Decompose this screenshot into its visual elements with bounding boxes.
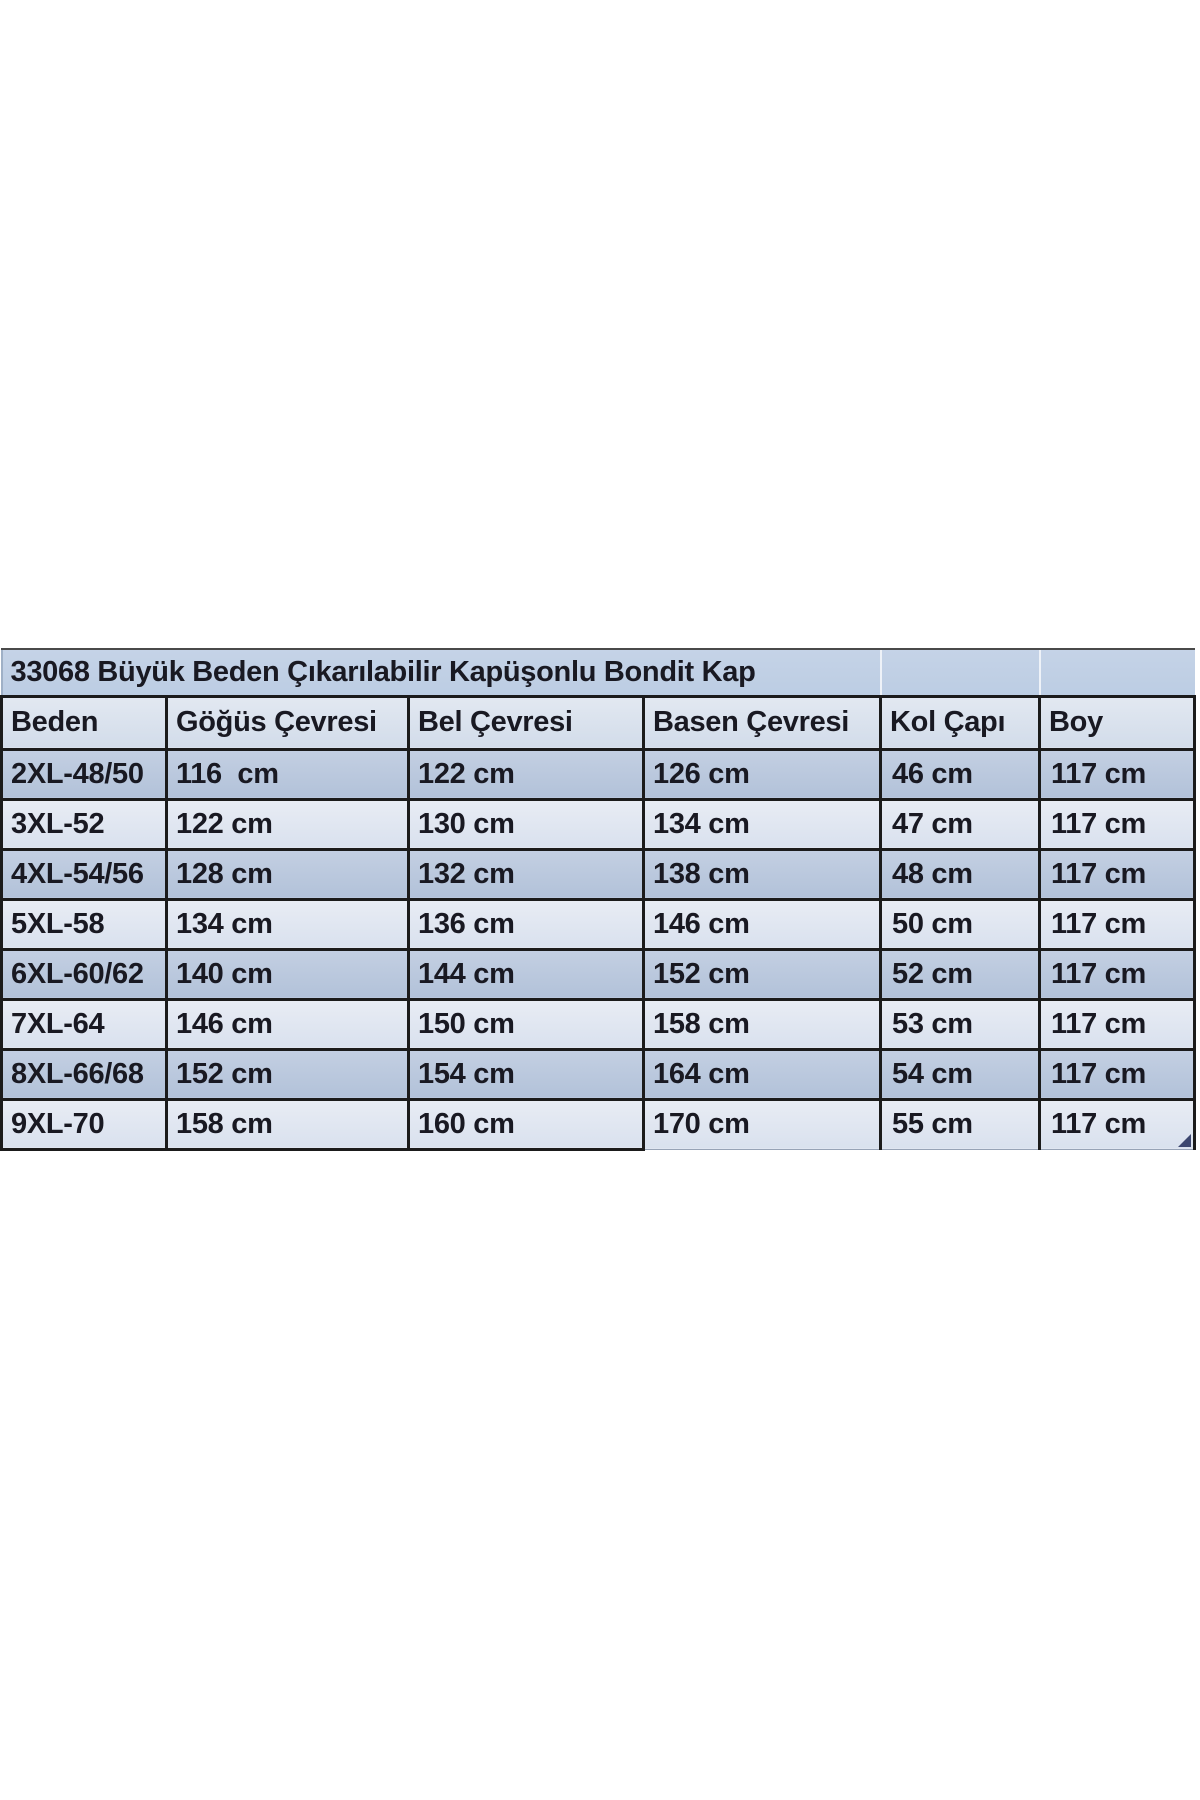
size-cell: 117 cm	[1040, 849, 1195, 899]
column-header-row	[2, 696, 1195, 749]
table-row	[2, 1049, 1195, 1099]
size-cell: 48 cm	[881, 849, 1040, 899]
size-cell: 117 cm	[1040, 799, 1195, 849]
size-cell: 152 cm	[644, 949, 881, 999]
size-cell: 117 cm	[1040, 1049, 1195, 1099]
size-cell: 132 cm	[409, 849, 644, 899]
size-cell: 2XL-48/50	[2, 749, 167, 799]
size-chart	[0, 648, 1196, 1151]
table-row	[2, 749, 1195, 799]
size-cell: 134 cm	[644, 799, 881, 849]
column-header-bel: Bel Çevresi	[409, 696, 644, 749]
size-cell: 117 cm	[1040, 749, 1195, 799]
table-row	[2, 799, 1195, 849]
table-row	[2, 999, 1195, 1049]
size-cell: 150 cm	[409, 999, 644, 1049]
size-cell: 154 cm	[409, 1049, 644, 1099]
column-header-beden: Beden	[2, 696, 167, 749]
size-cell: 122 cm	[409, 749, 644, 799]
size-cell: 47 cm	[881, 799, 1040, 849]
size-cell: 158 cm	[644, 999, 881, 1049]
size-cell: 9XL-70	[2, 1099, 167, 1149]
corner-triangle-icon	[1178, 1134, 1191, 1147]
size-cell: 116 cm	[167, 749, 409, 799]
table-title: 33068 Büyük Beden Çıkarılabilir Kapüşonlu Bondit Kap	[2, 649, 881, 696]
size-chart-table	[0, 648, 1193, 1151]
size-cell: 146 cm	[644, 899, 881, 949]
size-cell: 117 cm	[1040, 1099, 1195, 1149]
size-cell: 6XL-60/62	[2, 949, 167, 999]
table-row	[2, 949, 1195, 999]
table-title-spacer	[881, 649, 1040, 696]
size-cell: 8XL-66/68	[2, 1049, 167, 1099]
size-cell: 7XL-64	[2, 999, 167, 1049]
column-header-boy: Boy	[1040, 696, 1195, 749]
size-cell: 160 cm	[409, 1099, 644, 1149]
size-cell: 3XL-52	[2, 799, 167, 849]
size-cell: 117 cm	[1040, 999, 1195, 1049]
size-cell: 138 cm	[644, 849, 881, 899]
size-cell: 130 cm	[409, 799, 644, 849]
size-cell: 170 cm	[644, 1099, 881, 1149]
size-cell: 158 cm	[167, 1099, 409, 1149]
size-cell: 53 cm	[881, 999, 1040, 1049]
size-cell: 140 cm	[167, 949, 409, 999]
size-cell: 164 cm	[644, 1049, 881, 1099]
size-cell: 126 cm	[644, 749, 881, 799]
table-row	[2, 849, 1195, 899]
column-header-gogus: Göğüs Çevresi	[167, 696, 409, 749]
table-title-spacer	[1040, 649, 1195, 696]
size-cell: 55 cm	[881, 1099, 1040, 1149]
size-cell: 144 cm	[409, 949, 644, 999]
size-cell: 146 cm	[167, 999, 409, 1049]
size-cell: 128 cm	[167, 849, 409, 899]
size-cell: 117 cm	[1040, 949, 1195, 999]
size-cell: 134 cm	[167, 899, 409, 949]
size-cell: 5XL-58	[2, 899, 167, 949]
table-row	[2, 1099, 1195, 1149]
size-cell: 46 cm	[881, 749, 1040, 799]
column-header-kol: Kol Çapı	[881, 696, 1040, 749]
column-header-basen: Basen Çevresi	[644, 696, 881, 749]
size-cell: 136 cm	[409, 899, 644, 949]
size-cell: 152 cm	[167, 1049, 409, 1099]
size-cell: 117 cm	[1040, 899, 1195, 949]
size-cell: 122 cm	[167, 799, 409, 849]
table-title-row	[2, 649, 1195, 696]
size-cell: 52 cm	[881, 949, 1040, 999]
size-cell: 54 cm	[881, 1049, 1040, 1099]
size-cell: 50 cm	[881, 899, 1040, 949]
size-cell: 4XL-54/56	[2, 849, 167, 899]
table-row	[2, 899, 1195, 949]
